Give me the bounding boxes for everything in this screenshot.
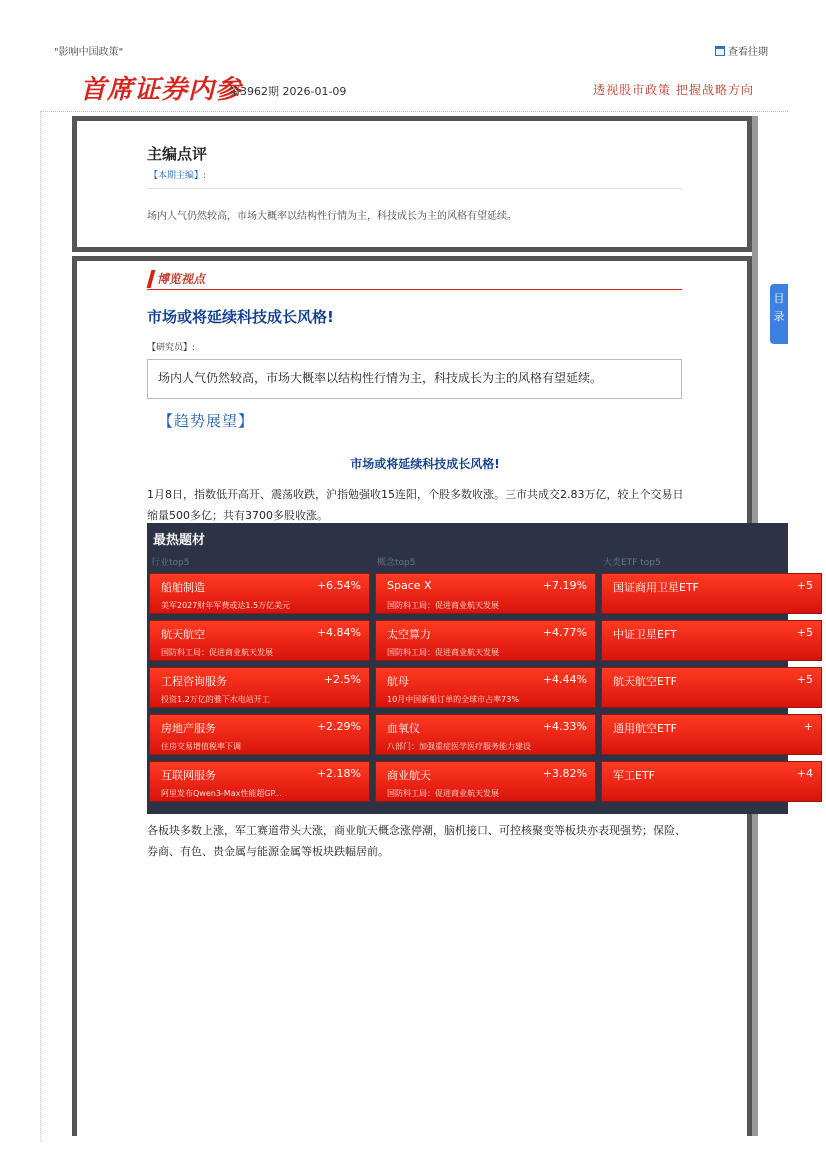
left-guide [40, 111, 41, 1141]
editor-divider [147, 188, 682, 189]
summary-box: 场内人气仍然较高，市场大概率以结构性行情为主，科技成长为主的风格有望延续。 [147, 359, 682, 399]
topic-news: 国防科工局：促进商业航天发展 [387, 601, 499, 610]
topic-news: 八部门：加强重症医学医疗服务能力建设 [387, 742, 531, 751]
issue-number: 第3962期 [229, 85, 279, 98]
issue-info [229, 83, 346, 99]
calendar-icon [715, 46, 725, 56]
topic-change: +5 [796, 626, 813, 639]
trend-heading: 【趋势展望】 [158, 412, 255, 430]
editor-frame [72, 116, 752, 252]
topic-news: 10月中国新船订单的全球市占率73% [387, 695, 519, 704]
topic-news: 住房交易增值税率下调 [161, 742, 241, 751]
topic-change: +4.33% [542, 720, 587, 733]
topic-name: 房地产服务 [161, 722, 216, 735]
topic-change: +5 [796, 673, 813, 686]
editor-title: 主编点评 [147, 145, 208, 163]
history-label: 查看往期 [728, 47, 768, 58]
topic-news: 投资1.2万亿的雅下水电站开工 [161, 695, 270, 704]
column-header: 行业top5 [151, 558, 190, 568]
topic-name: 船舶制造 [161, 581, 205, 594]
topic-name: 血氧仪 [387, 722, 420, 735]
topic-card[interactable] [149, 714, 370, 755]
topic-change: +3.82% [542, 767, 587, 780]
center-title: 市场或将延续科技成长风格! [350, 457, 500, 471]
topic-change: +2.18% [316, 767, 361, 780]
topic-name: 航天航空 [161, 628, 205, 641]
topic-name: 军工ETF [613, 769, 655, 782]
topic-name: 互联网服务 [161, 769, 216, 782]
topic-change: +4.77% [542, 626, 587, 639]
topic-name: Space X [387, 579, 432, 592]
slogan: 透视股市政策 把握战略方向 [593, 83, 754, 97]
topic-change: +4.44% [542, 673, 587, 686]
topic-card[interactable] [375, 573, 596, 614]
topic-card[interactable] [601, 620, 822, 661]
topic-change: +4.84% [316, 626, 361, 639]
editor-label: 【本期主编】: [149, 171, 207, 181]
topic-change: +5 [796, 579, 813, 592]
column-header: 概念top5 [377, 558, 416, 568]
topic-card[interactable] [601, 714, 822, 755]
section-label: 博览视点 [157, 272, 206, 286]
topic-news: 美军2027财年军费或达1.5万亿美元 [161, 601, 291, 610]
topic-news: 国防科工局：促进商业航天发展 [161, 648, 273, 657]
paragraph-market: 1月8日，指数低开高开、震荡收跌，沪指勉强收15连阳，个股多数收涨。三市共成交2.83万亿，较上个交易日缩量500多亿；共有3700多股收涨。 [147, 488, 684, 522]
topic-change: +2.5% [323, 673, 361, 686]
topic-news: 国防科工局：促进商业航天发展 [387, 789, 499, 798]
article-title: 市场或将延续科技成长风格! [147, 308, 334, 326]
topic-change: + [803, 720, 813, 733]
topic-name: 国证商用卫星ETF [613, 581, 699, 594]
topic-card[interactable] [375, 714, 596, 755]
paragraph-sectors: 各板块多数上涨，军工赛道带头大涨，商业航天概念涨停潮，脑机接口、可控核聚变等板块亦表现强势；保险、券商、有色、贵金属与能源金属等板块跌幅居前。 [147, 824, 686, 858]
topic-name: 太空算力 [387, 628, 431, 641]
topic-card[interactable] [601, 573, 822, 614]
topic-card[interactable] [375, 620, 596, 661]
topic-card[interactable] [149, 667, 370, 708]
topic-change: +6.54% [316, 579, 361, 592]
topic-news: 阿里发布Qwen3-Max性能超GP... [161, 789, 282, 798]
topic-change: +7.19% [542, 579, 587, 592]
topic-change: +4 [796, 767, 813, 780]
logo: 首席证券内参 [80, 75, 243, 105]
toc-button[interactable]: 目录 [770, 284, 788, 344]
topic-card[interactable] [601, 761, 822, 802]
history-link[interactable] [715, 43, 768, 58]
topic-name: 通用航空ETF [613, 722, 677, 735]
column-header: 大类ETF top5 [603, 558, 661, 568]
issue-date: 2026-01-09 [282, 85, 347, 98]
topic-name: 商业航天 [387, 769, 431, 782]
topic-card[interactable] [375, 667, 596, 708]
topic-news: 国防科工局：促进商业航天发展 [387, 648, 499, 657]
topic-name: 中证卫星EFT [613, 628, 677, 641]
topic-name: 航天航空ETF [613, 675, 677, 688]
topic-card[interactable] [149, 573, 370, 614]
header-divider [40, 111, 788, 112]
topic-card[interactable] [149, 761, 370, 802]
topic-card[interactable] [149, 620, 370, 661]
editor-comment: 场内人气仍然较高，市场大概率以结构性行情为主，科技成长为主的风格有望延续。 [147, 211, 517, 222]
researcher-label: 【研究员】: [147, 343, 196, 353]
hot-topics-title: 最热题材 [153, 533, 206, 548]
hot-topics-panel [147, 523, 813, 814]
topic-name: 航母 [387, 675, 409, 688]
section-divider [147, 289, 682, 290]
topic-change: +2.29% [316, 720, 361, 733]
topic-card[interactable] [375, 761, 596, 802]
topic-card[interactable] [601, 667, 822, 708]
top-tag: "影响中国政策" [54, 47, 124, 58]
topic-name: 工程咨询服务 [161, 675, 227, 688]
